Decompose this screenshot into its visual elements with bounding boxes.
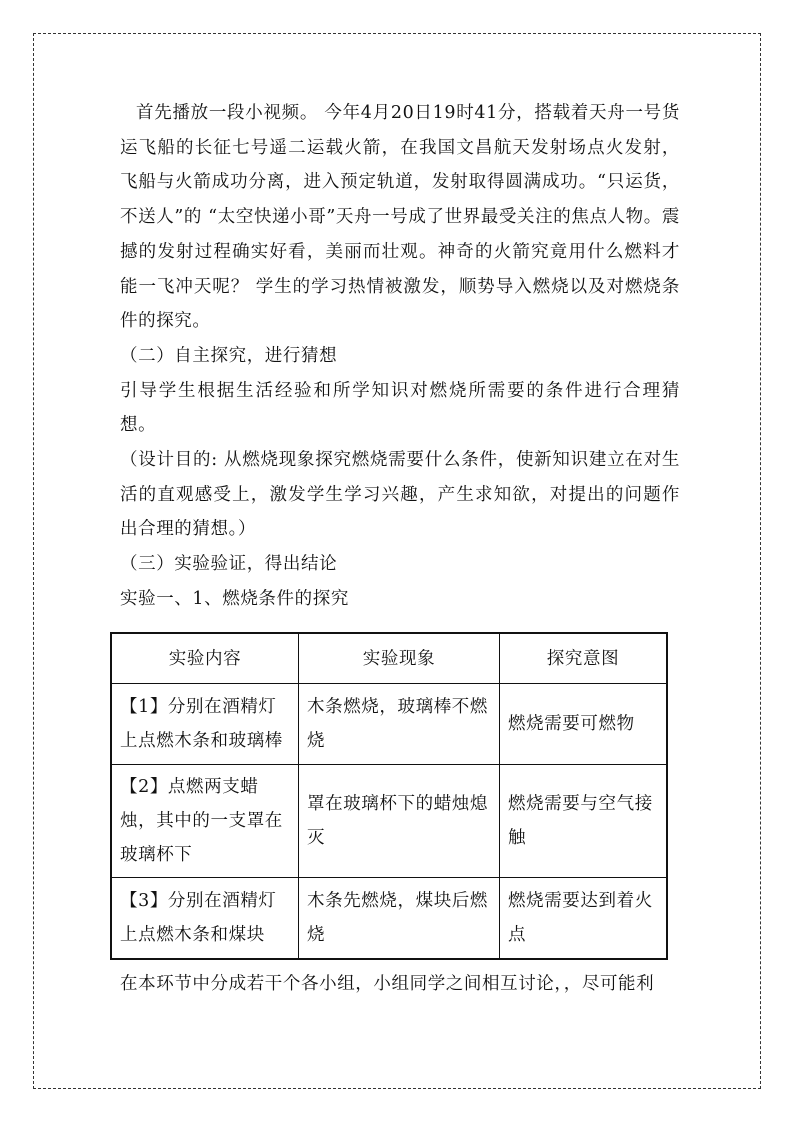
section-heading-3: （三）实验验证，得出结论 — [120, 554, 338, 575]
experiment-intent-cell: 燃烧需要与空气接触 — [500, 765, 668, 878]
design-purpose-note: （设计目的: 从燃烧现象探究燃烧需要什么条件，使新知识建立在对生活的直观感受上，激发学生学习兴趣，产生求知欲，对提出的问题作出合理的猜想。） — [120, 450, 680, 540]
document-body — [120, 96, 680, 617]
experiment-phenomenon-cell: 木条先燃烧，煤块后燃烧 — [299, 878, 500, 960]
header-cell: 探究意图 — [500, 633, 668, 684]
experiment-title: 实验一、1、燃烧条件的探究 — [120, 588, 349, 609]
section-heading-2: （二）自主探究，进行猜想 — [120, 345, 338, 366]
closing-line: 在本环节中分成若干个各小组，小组同学之间相互讨论，，尽可能利 — [120, 974, 655, 994]
experiment-content-cell: 【3】分别在酒精灯上点燃木条和煤块 — [111, 878, 299, 960]
experiment-content-cell: 【1】分别在酒精灯上点燃木条和玻璃棒 — [111, 684, 299, 765]
experiment-intent-cell: 燃烧需要可燃物 — [500, 684, 668, 765]
experiment-table — [110, 632, 668, 960]
header-cell: 实验内容 — [111, 633, 299, 684]
closing-text — [120, 967, 680, 1002]
experiment-content-cell: 【2】点燃两支蜡烛，其中的一支罩在玻璃杯下 — [111, 765, 299, 878]
table-header-row — [111, 633, 667, 684]
experiment-phenomenon-cell: 罩在玻璃杯下的蜡烛熄灭 — [299, 765, 500, 878]
table-row — [111, 878, 667, 960]
table-row — [111, 684, 667, 765]
intro-paragraph: 首先播放一段小视频。 今年4月20日19时41分，搭载着天舟一号货运飞船的长征七号遥二运载火箭，在我国文昌航天发射场点火发射，飞船与火箭成功分离，进入预定轨道，发射取得圆满成功。“只运货，不送人”的 “太空快递小哥”天舟一号成了世界最受关注的焦点人物。震撼的发射过程确实好看，美丽而壮观。神奇的火箭究竟用什么燃料才能一飞冲天呢？ 学生的学习热情被激发，顺势导入燃烧以及对燃烧条件的探究。 — [120, 103, 680, 332]
header-cell: 实验现象 — [299, 633, 500, 684]
section-2-text: 引导学生根据生活经验和所学知识对燃烧所需要的条件进行合理猜想。 — [120, 380, 680, 436]
table-row — [111, 765, 667, 878]
experiment-intent-cell: 燃烧需要达到着火点 — [500, 878, 668, 960]
experiment-phenomenon-cell: 木条燃烧，玻璃棒不燃烧 — [299, 684, 500, 765]
